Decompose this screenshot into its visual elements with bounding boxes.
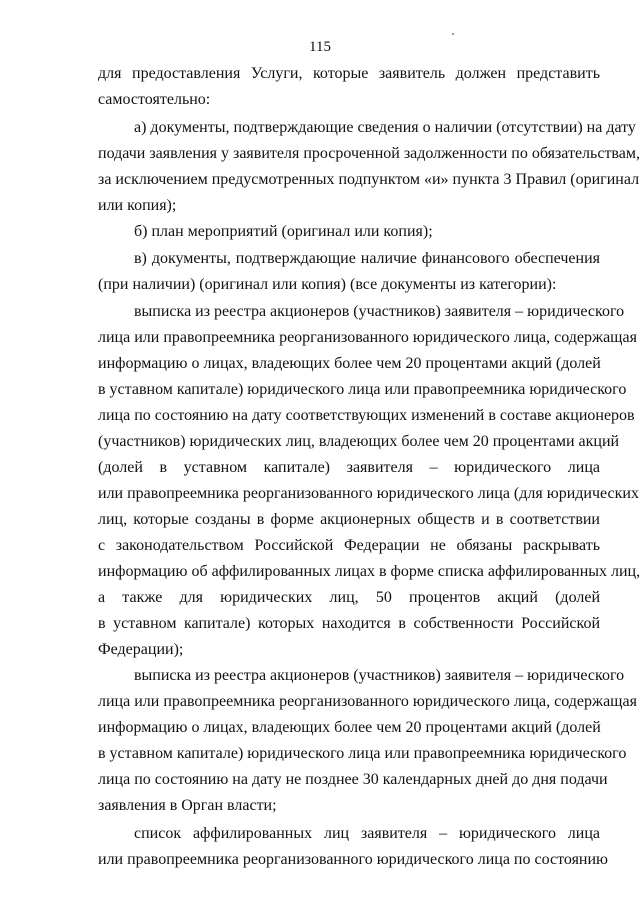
text-line: Федерации);: [98, 641, 184, 658]
text-line: или копия);: [98, 197, 177, 214]
page-number: 115: [309, 39, 331, 55]
text-line: (при наличии) (оригинал или копия) (все документы из категории):: [98, 276, 557, 293]
text-line: подачи заявления у заявителя просроченной задолженности по обязательствам,: [98, 145, 640, 162]
text-line: лица по состоянию на дату не позднее 30 календарных дней до дня подачи: [98, 771, 608, 788]
text-line: для предоставления Услуги, которые заявитель должен представить: [98, 65, 600, 82]
text-line: лиц, которые созданы в форме акционерных обществ и в соответствии: [98, 511, 600, 528]
text-line: информацию о лицах, владеющих более чем 20 процентами акций (долей: [98, 719, 601, 736]
text-line: выписка из реестра акционеров (участников) заявителя – юридического: [134, 667, 625, 684]
text-line: заявления в Орган власти;: [98, 797, 277, 814]
text-line: лица или правопреемника реорганизованного юридического лица, содержащая: [98, 329, 637, 346]
text-line: или правопреемника реорганизованного юридического лица (для юридических: [98, 485, 639, 502]
text-line: в уставном капитале) которых находится в собственности Российской: [98, 615, 600, 632]
text-line: или правопреемника реорганизованного юридического лица по состоянию: [98, 851, 608, 868]
text-line: а также для юридических лиц, 50 процентов акций (долей: [98, 589, 600, 606]
text-line: в уставном капитале) юридического лица или правопреемника юридического: [98, 745, 627, 762]
text-line: выписка из реестра акционеров (участников) заявителя – юридического: [134, 303, 625, 320]
text-line: с законодательством Российской Федерации не обязаны раскрывать: [98, 537, 600, 554]
text-line: (участников) юридических лиц, владеющих более чем 20 процентами акций: [98, 433, 620, 450]
scan-speck: [452, 33, 454, 35]
text-line: а) документы, подтверждающие сведения о наличии (отсутствии) на дату: [134, 119, 636, 136]
text-line: список аффилированных лиц заявителя – юридического лица: [134, 825, 600, 842]
text-line: информацию об аффилированных лицах в форме списка аффилированных лиц,: [98, 563, 640, 580]
text-line: лица или правопреемника реорганизованного юридического лица, содержащая: [98, 693, 637, 710]
text-line: самостоятельно:: [98, 91, 211, 108]
text-line: информацию о лицах, владеющих более чем 20 процентами акций (долей: [98, 355, 601, 372]
text-line: лица по состоянию на дату соответствующих изменений в составе акционеров: [98, 407, 635, 424]
text-line: б) план мероприятий (оригинал или копия);: [134, 223, 433, 240]
text-line: в уставном капитале) юридического лица или правопреемника юридического: [98, 381, 627, 398]
text-line: (долей в уставном капитале) заявителя – юридического лица: [98, 459, 600, 476]
text-line: за исключением предусмотренных подпунктом «и» пункта 3 Правил (оригинал: [98, 171, 640, 188]
text-line: в) документы, подтверждающие наличие финансового обеспечения: [134, 250, 600, 267]
